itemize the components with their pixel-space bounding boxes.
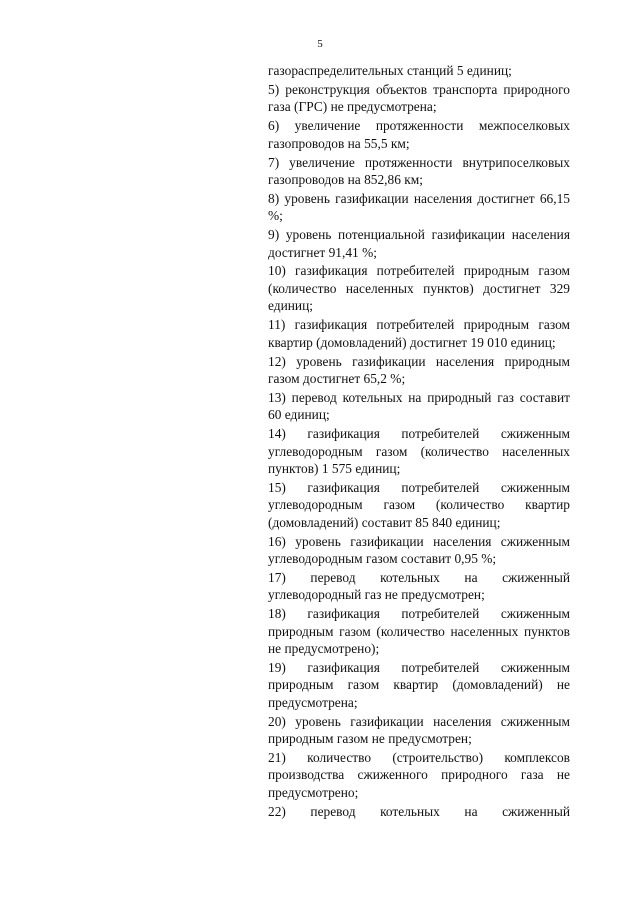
list-item-14: 14) газификация потребителей сжиженным углеводородным газом (количество населенных пунктов) 1 575 единиц; — [268, 426, 570, 476]
list-item-22: 22) перевод котельных на сжиженный — [268, 803, 570, 819]
list-item-10: 10) газификация потребителей природным газом (количество населенных пунктов) достигнет 329 единиц; — [268, 263, 570, 314]
list-item-13: 13) перевод котельных на природный газ составит 60 единиц; — [268, 389, 570, 423]
list-item-16: 16) уровень газификации населения сжиженным углеводородным газом составит 0,95 %; — [268, 533, 570, 566]
paragraph-continuation: газораспределительных станций 5 единиц; — [268, 63, 512, 78]
list-item-15: 15) газификация потребителей сжиженным углеводородным газом (количество квартир (домовладений) составит 85 840 единиц; — [268, 479, 570, 530]
list-item-8: 8) уровень газификации населения достигнет 66,15 %; — [268, 190, 570, 224]
list-item-7: 7) увеличение протяженности внутрипоселковых газопроводов на 852,86 км; — [268, 154, 570, 187]
list-item-20: 20) уровень газификации населения сжиженным природным газом не предусмотрен; — [268, 713, 570, 747]
list-item-5: 5) реконструкция объектов транспорта природного газа (ГРС) не предусмотрена; — [268, 81, 570, 115]
list-item-12: 12) уровень газификации населения природным газом достигнет 65,2 %; — [268, 353, 570, 386]
document-text-column — [268, 62, 570, 822]
list-item-19: 19) газификация потребителей сжиженным природным газом квартир (домовладений) не предусмотрена; — [268, 659, 570, 710]
list-item-17: 17) перевод котельных на сжиженный углеводородный газ не предусмотрен; — [268, 569, 570, 603]
list-item-9: 9) уровень потенциальной газификации населения достигнет 91,41 %; — [268, 227, 570, 260]
list-item-21: 21) количество (строительство) комплексов производства сжиженного природного газа не предусмотрено; — [268, 749, 570, 800]
list-item-11: 11) газификация потребителей природным газом квартир (домовладений) достигнет 19 010 единиц; — [268, 317, 570, 350]
list-item-18: 18) газификация потребителей сжиженным природным газом (количество населенных пунктов не предусмотрено); — [268, 606, 570, 656]
list-item-6: 6) увеличение протяженности межпоселковых газопроводов на 55,5 км; — [268, 118, 570, 151]
page-number: 5 — [317, 38, 323, 50]
